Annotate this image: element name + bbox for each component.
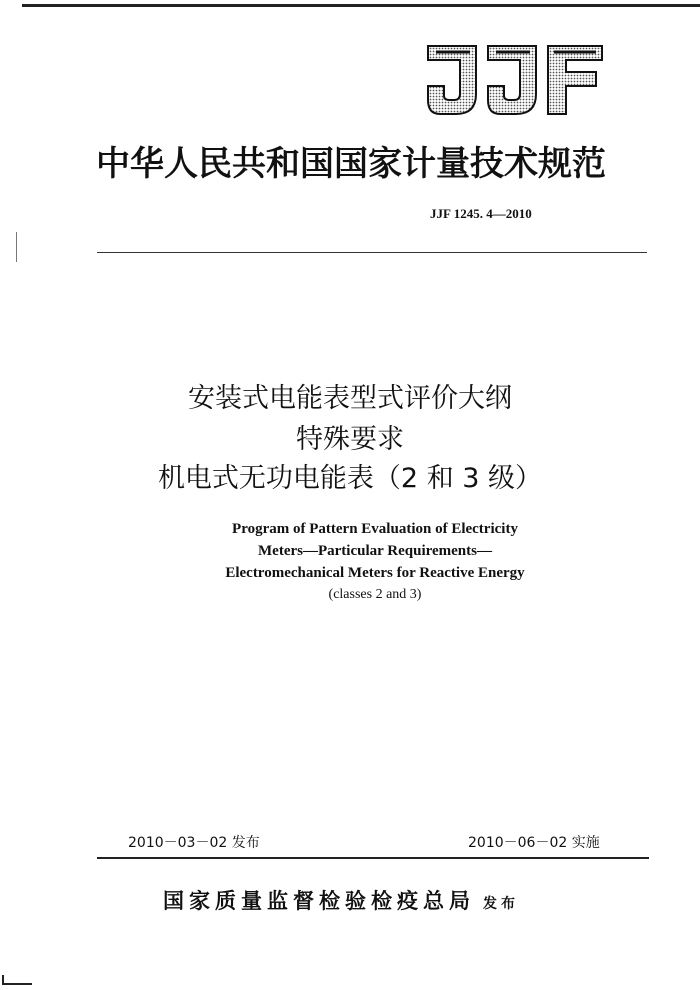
footer-rule	[97, 857, 649, 859]
issuer-name: 国家质量监督检验检疫总局	[163, 888, 475, 913]
implementation-date: 2010－06－02 实施	[468, 835, 600, 851]
margin-mark	[16, 232, 17, 262]
title-cn-line3: 机电式无功电能表（2 和 3 级）	[157, 463, 543, 494]
corner-mark	[2, 975, 32, 985]
issue-date: 2010－03－02 发布	[128, 835, 260, 851]
header-rule	[97, 252, 647, 253]
standard-code: JJF 1245. 4—2010	[430, 206, 532, 221]
issuer-block	[163, 885, 519, 915]
title-en-classes: (classes 2 and 3)	[328, 587, 422, 602]
jjf-standard-logo	[426, 44, 604, 116]
title-cn-line1: 安装式电能表型式评价大纲	[188, 383, 512, 414]
title-en-line2: Meters—Particular Requirements—	[258, 543, 492, 559]
issuer-suffix: 发布	[483, 896, 519, 912]
top-rule	[22, 4, 700, 7]
org-title: 中华人民共和国国家计量技术规范	[96, 144, 606, 184]
title-cn-line2: 特殊要求	[296, 424, 404, 455]
title-en-line1: Program of Pattern Evaluation of Electricity	[232, 521, 518, 537]
title-en-line3: Electromechanical Meters for Reactive Energy	[225, 565, 525, 581]
